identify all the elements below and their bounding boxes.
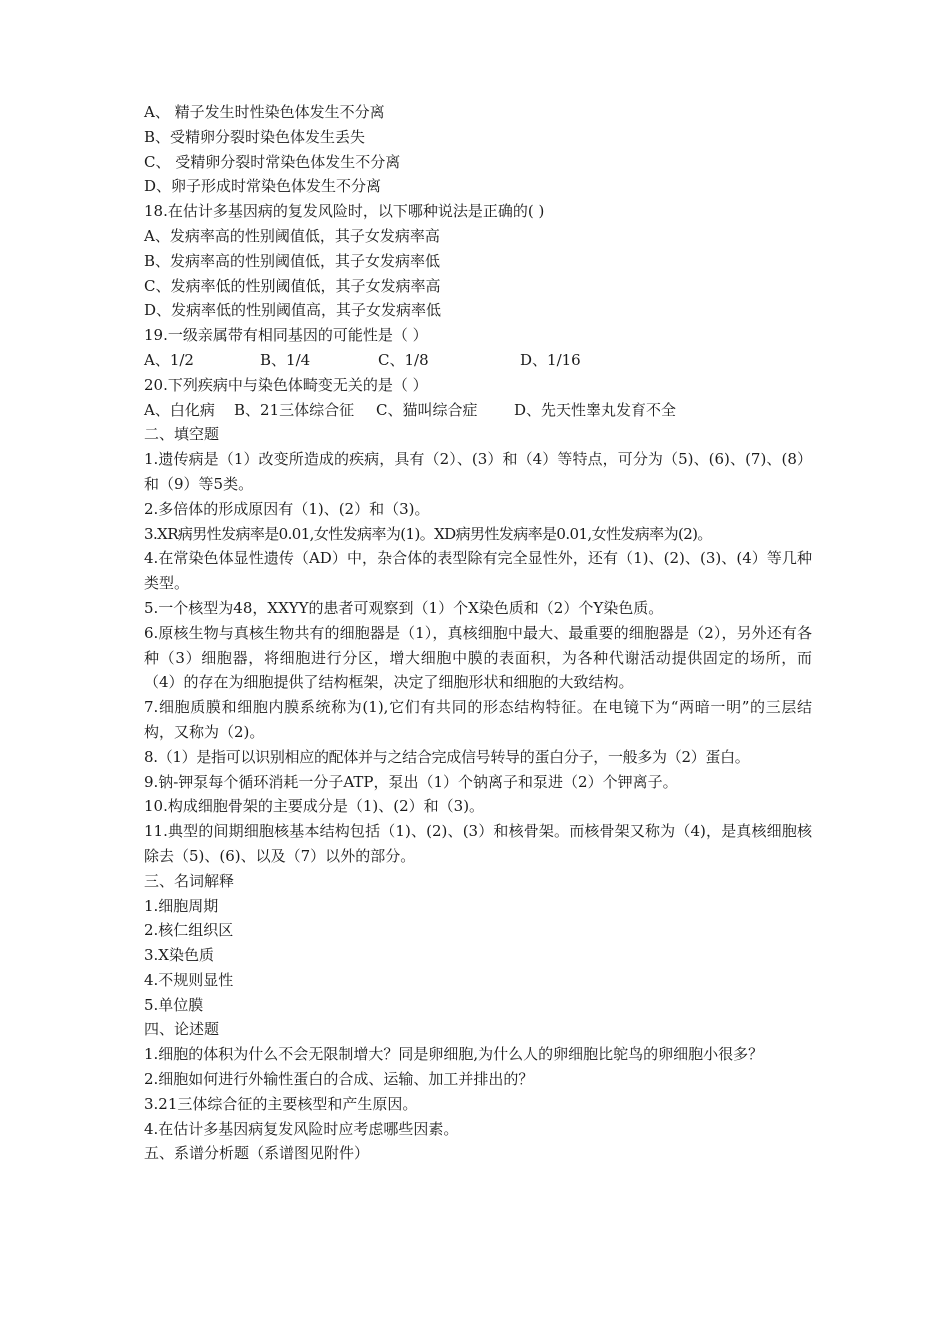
q18-option-b: B、发病率高的性别阈值低，其子女发病率低 (144, 251, 441, 270)
section3-heading: 三、名词解释 (144, 871, 235, 890)
essay-2: 2.细胞如何进行外输性蛋白的合成、运输、加工并排出的？ (144, 1070, 534, 1089)
q19-option-c: C、1/8 (378, 350, 429, 369)
q19-stem: 19.一级亲属带有相同基因的可能性是（ ） (144, 326, 428, 345)
exam-content (144, 100, 812, 1166)
term-1: 1.细胞周期 (144, 896, 219, 915)
term-3: 3.X染色质 (144, 946, 214, 965)
fill-blank-2: 2.多倍体的形成原因有（1)、(2）和（3)。 (144, 499, 430, 518)
section2-heading: 二、填空题 (144, 425, 220, 444)
essay-3: 3.21三体综合征的主要核型和产生原因。 (144, 1094, 418, 1113)
q20-option-a: A、白化病 (144, 400, 215, 419)
q20-option-d: D、先天性睾丸发育不全 (514, 400, 677, 419)
fill-blank-11: 11.典型的间期细胞核基本结构包括（1)、(2)、(3）和核骨架。而核骨架又称为（4)，是真核细胞核除去（5)、(6)、以及（7）以外的部分。 (144, 822, 812, 865)
fill-blank-6: 6.原核生物与真核生物共有的细胞器是（1），真核细胞中最大、最重要的细胞器是（2），另外还有各种（3）细胞器，将细胞进行分区，增大细胞中膜的表面积，为各种代谢活动提供固定的场所，而（4）的存在为细胞提供了结构框架，决定了细胞形状和细胞的大致结构。 (144, 623, 812, 692)
q19-option-a: A、1/2 (144, 350, 194, 369)
q18-stem: 18.在估计多基因病的复发风险时，以下哪种说法是正确的( ) (144, 202, 545, 221)
fill-blank-9: 9.钠-钾泵每个循环消耗一分子ATP，泵出（1）个钠离子和泵进（2）个钾离子。 (144, 772, 678, 791)
q18-option-a: A、发病率高的性别阈值低，其子女发病率高 (144, 226, 440, 245)
q18-option-d: D、发病率低的性别阈值高，其子女发病率低 (144, 301, 442, 320)
q20-option-c: C、猫叫综合症 (376, 400, 478, 419)
q20-options (144, 398, 812, 423)
fill-blank-10: 10.构成细胞骨架的主要成分是（1)、(2）和（3)。 (144, 797, 485, 816)
q18-option-c: C、发病率低的性别阈值低，其子女发病率高 (144, 276, 441, 295)
q17-option-b: B、受精卵分裂时染色体发生丢失 (144, 127, 366, 146)
q17-option-d: D、卵子形成时常染色体发生不分离 (144, 177, 382, 196)
fill-blank-1: 1.遗传病是（1）改变所造成的疾病，具有（2）、(3）和（4）等特点，可分为（5)、(6)、(7)、(8）和（9）等5类。 (144, 450, 812, 493)
section4-heading: 四、论述题 (144, 1020, 220, 1039)
q19-option-d: D、1/16 (520, 350, 581, 369)
fill-blank-7: 7.细胞质膜和细胞内膜系统称为(1),它们有共同的形态结构特征。在电镜下为“两暗一明”的三层结构，又称为（2)。 (144, 698, 812, 741)
fill-blank-5: 5.一个核型为48，XXYY的患者可观察到（1）个X染色质和（2）个Y染色质。 (144, 598, 664, 617)
q20-option-b: B、21三体综合征 (234, 400, 355, 419)
term-4: 4.不规则显性 (144, 970, 234, 989)
q19-options (144, 348, 812, 373)
essay-1: 1.细胞的体积为什么不会无限制增大？同是卵细胞,为什么人的卵细胞比鸵鸟的卵细胞小很多？ (144, 1045, 764, 1064)
fill-blank-8: 8.（1）是指可以识别相应的配体并与之结合完成信号转导的蛋白分子，一般多为（2）蛋白。 (144, 747, 750, 766)
q17-option-a: A、 精子发生时性染色体发生不分离 (144, 103, 385, 121)
essay-4: 4.在估计多基因病复发风险时应考虑哪些因素。 (144, 1119, 459, 1138)
q17-option-c: C、 受精卵分裂时常染色体发生不分离 (144, 152, 401, 171)
fill-blank-4: 4.在常染色体显性遗传（AD）中，杂合体的表型除有完全显性外，还有（1)、(2)、(3)、(4）等几种类型。 (144, 549, 812, 593)
section5-heading: 五、系谱分析题（系谱图见附件） (144, 1144, 370, 1163)
term-5: 5.单位膜 (144, 995, 204, 1014)
term-2: 2.核仁组织区 (144, 921, 234, 940)
q20-stem: 20.下列疾病中与染色体畸变无关的是（ ） (144, 375, 428, 394)
q19-option-b: B、1/4 (260, 350, 311, 369)
fill-blank-3: 3.XR病男性发病率是0.01,女性发病率为(1)。XD病男性发病率是0.01,女性发病率为(2)。 (144, 524, 712, 543)
